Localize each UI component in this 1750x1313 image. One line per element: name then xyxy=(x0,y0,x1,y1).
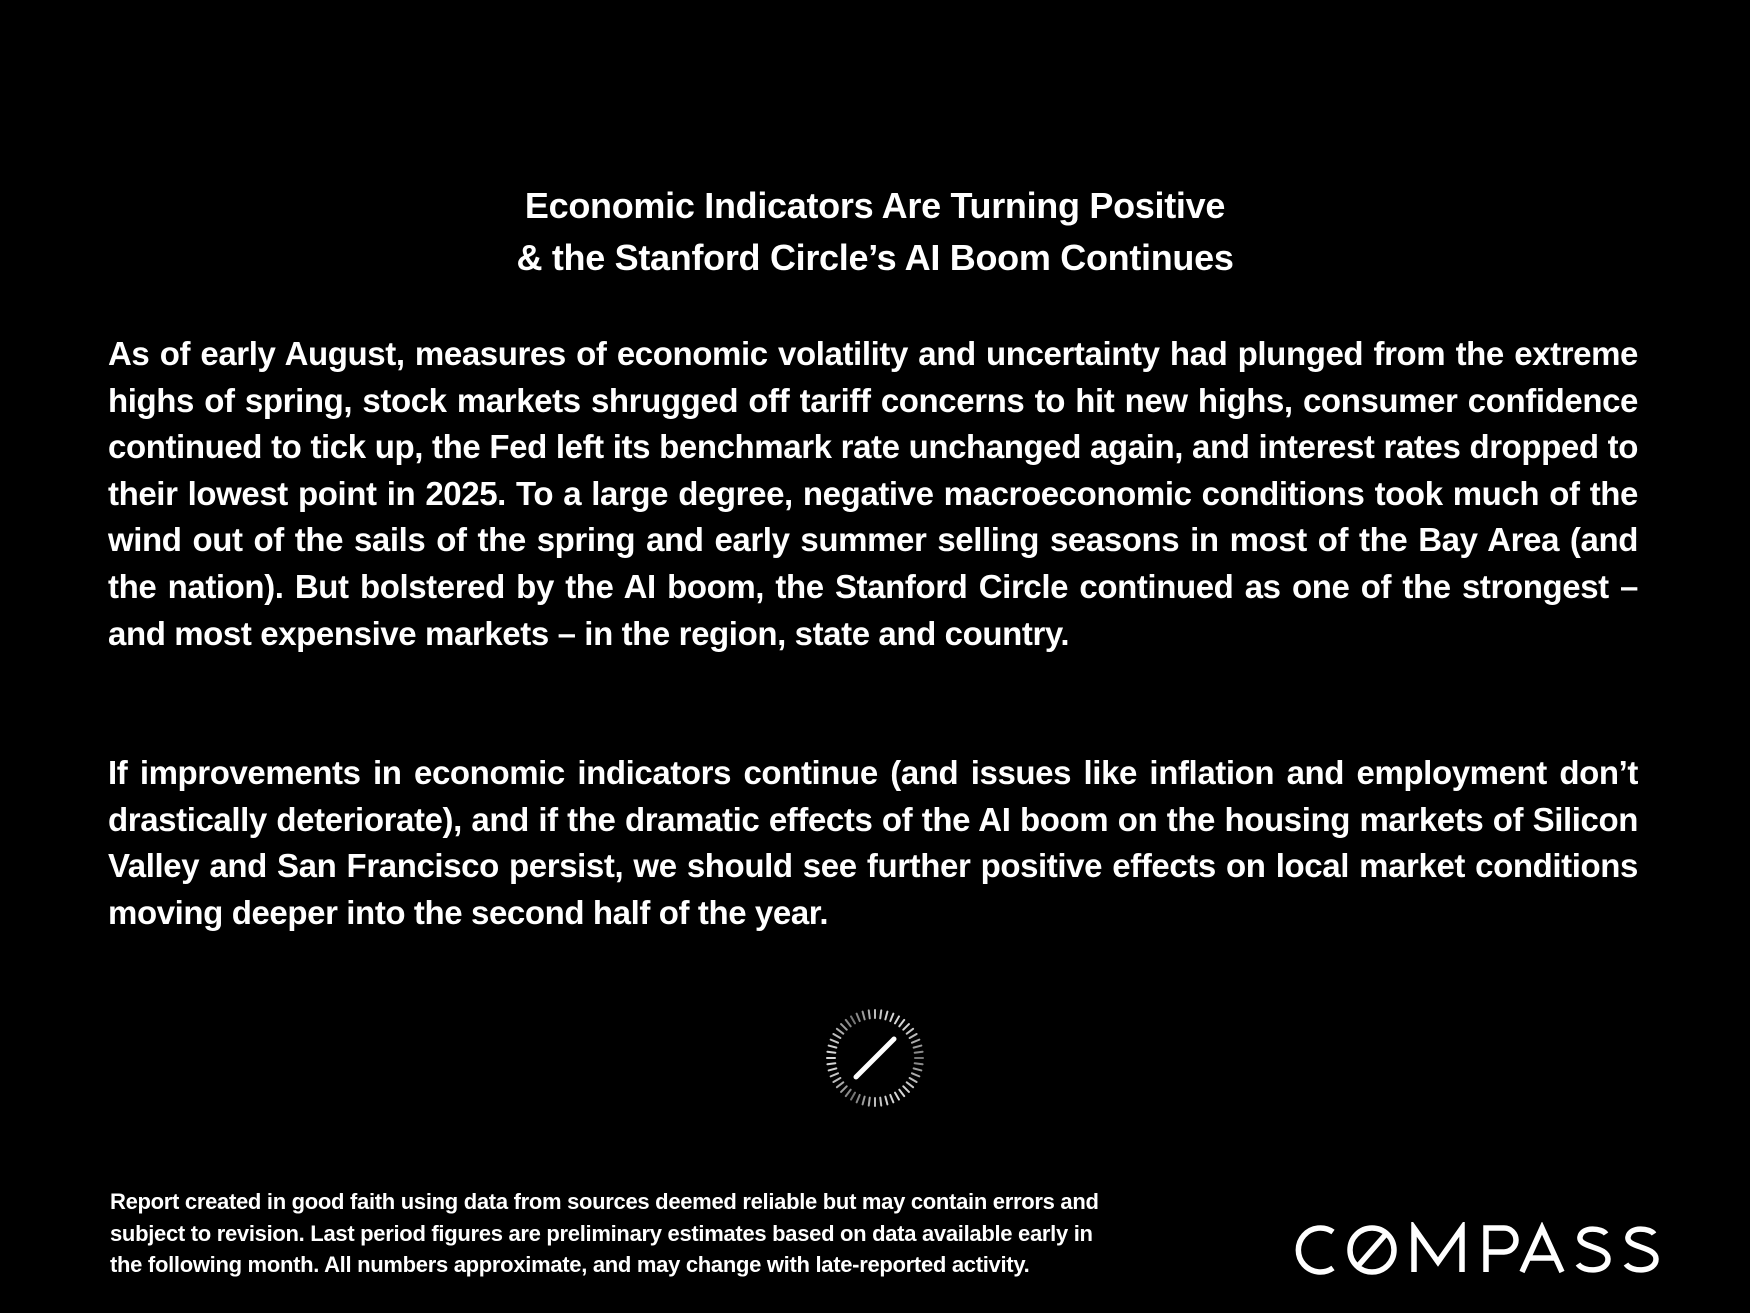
loading-spinner-icon xyxy=(820,1003,930,1113)
disclaimer xyxy=(110,1186,1220,1281)
disclaimer-line-2: subject to revision. Last period figures are preliminary estimates based on data available early in xyxy=(110,1220,1093,1246)
title-line-1: Economic Indicators Are Turning Positive xyxy=(524,185,1226,226)
title-line-2: & the Stanford Circle’s AI Boom Continues xyxy=(516,237,1234,278)
body-paragraph-1: As of early August, measures of economic volatility and uncertainty had plunged from the extreme highs of spring, stock markets shrugged off tariff concerns to hit new highs, consumer confidence continued to tick up, the Fed left its benchmark rate unchanged again, and interest rates dropped to their lowest point in 2025. To a large degree, negative macroeconomic conditions took much of the wind out of the sails of the spring and early summer selling seasons in most of the Bay Area (and the nation). But bolstered by the AI boom, the Stanford Circle continued as one of the strongest – and most expensive markets – in the region, state and country. xyxy=(108,335,1638,652)
disclaimer-line-1: Report created in good faith using data from sources deemed reliable but may contain errors and xyxy=(110,1189,1099,1214)
disclaimer-line-3: the following month. All numbers approximate, and may change with late-reported activity. xyxy=(110,1252,1030,1277)
body-paragraph-2: If improvements in economic indicators continue (and issues like inflation and employment don’t drastically deteriorate), and if the dramatic effects of the AI boom on the housing markets of Silicon Valley and San Francisco persist, we should see further positive effects on local market conditions moving deeper into the second half of the year. xyxy=(108,754,1638,931)
compass-logo xyxy=(1290,1222,1660,1278)
slide-title xyxy=(200,180,1550,284)
